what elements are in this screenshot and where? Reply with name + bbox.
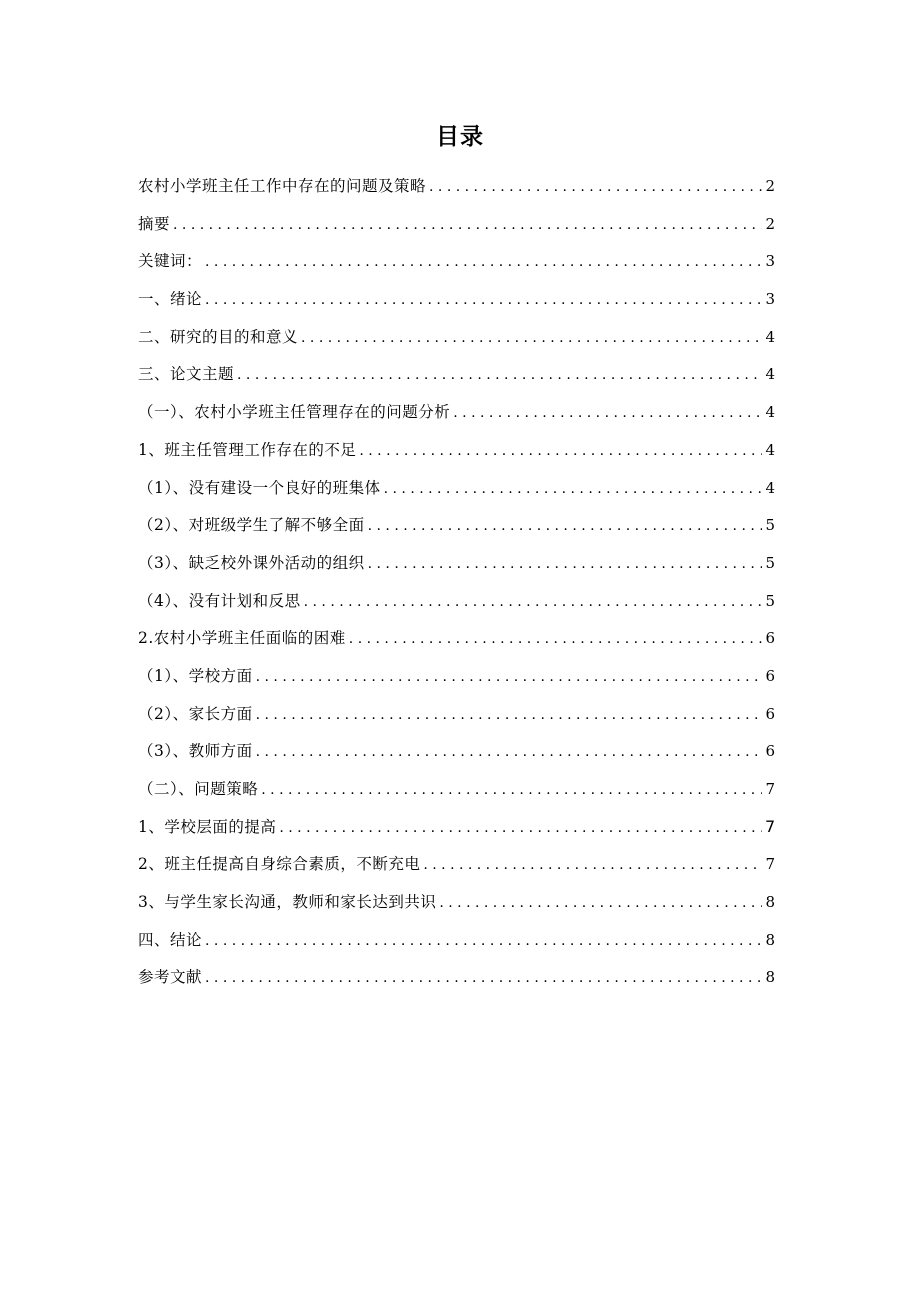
toc-page-number: 4	[765, 403, 775, 422]
toc-leader-dots	[439, 889, 762, 917]
toc-leader-dots	[261, 776, 762, 804]
toc-page-number: 5	[765, 516, 775, 535]
toc-page-number: 8	[765, 930, 775, 949]
toc-entry[interactable]	[138, 436, 775, 474]
toc-entry[interactable]	[138, 587, 775, 625]
toc-page-number: 3	[765, 252, 775, 271]
toc-entry[interactable]	[138, 775, 775, 813]
toc-entry[interactable]	[138, 737, 775, 775]
toc-entry[interactable]	[138, 511, 775, 549]
toc-leader-dots	[256, 738, 762, 766]
toc-leader-dots	[256, 663, 762, 691]
toc-entry-text: （1）、没有建设一个良好的班集体	[138, 478, 381, 497]
toc-entry-text: 一、绪论	[138, 290, 203, 309]
toc-entry[interactable]	[138, 662, 775, 700]
toc-page-number: 4	[765, 478, 775, 497]
toc-page-number: 4	[765, 365, 775, 384]
toc-page-number: 3	[765, 290, 775, 309]
toc-page-number: 7	[765, 780, 775, 798]
toc-page-number: 5	[765, 553, 775, 572]
toc-entry[interactable]	[138, 474, 775, 512]
toc-page-number: 6	[765, 666, 775, 685]
toc-page-number: 2	[765, 177, 775, 195]
toc-leader-dots	[205, 964, 762, 992]
toc-page-number: 8	[765, 893, 775, 912]
toc-page-number: 8	[765, 968, 775, 987]
toc-entry-text: 摘要	[138, 214, 171, 233]
toc-entry-text: （2）、对班级学生了解不够全面	[138, 516, 365, 535]
toc-page-number: 2	[765, 214, 775, 233]
toc-entry[interactable]	[138, 850, 775, 888]
toc-leader-dots	[453, 399, 762, 427]
toc-entry-text: 1、班主任管理工作存在的不足	[138, 440, 357, 459]
toc-entry-text: 四、结论	[138, 930, 203, 949]
toc-entry[interactable]	[138, 360, 775, 398]
toc-entry[interactable]	[138, 398, 775, 436]
toc-leader-dots	[237, 361, 762, 389]
toc-entry-text: （二）、问题策略	[138, 780, 259, 798]
toc-page-number: 6	[765, 704, 775, 723]
toc-leader-dots	[205, 286, 762, 314]
toc-leader-dots	[423, 851, 762, 879]
toc-entry[interactable]	[138, 926, 775, 964]
toc-entry[interactable]	[138, 172, 775, 210]
toc-leader-dots	[173, 211, 762, 239]
toc-leader-dots	[301, 324, 762, 352]
toc-entry[interactable]	[138, 247, 775, 285]
toc-leader-dots	[384, 475, 762, 503]
toc-title: 目录	[436, 124, 484, 150]
toc-entry-text: （1）、学校方面	[138, 666, 253, 685]
toc-entry[interactable]	[138, 888, 775, 926]
toc-entry-text: 3、与学生家长沟通，教师和家长达到共识	[138, 893, 437, 912]
toc-entry-text: 二、研究的目的和意义	[138, 327, 299, 346]
toc-entry-text: 2、班主任提高自身综合素质，不断充电	[138, 855, 421, 874]
toc-page-number: 4	[765, 440, 775, 459]
toc-page-number: 5	[765, 591, 775, 610]
toc-entry-text: 三、论文主题	[138, 365, 235, 384]
toc-entry-text: （3）、缺乏校外课外活动的组织	[138, 553, 365, 572]
toc-leader-dots	[368, 512, 762, 540]
toc-entry[interactable]	[138, 285, 775, 323]
toc-leader-dots	[368, 550, 762, 578]
toc-leader-dots	[429, 173, 762, 201]
toc-leader-dots	[256, 701, 762, 729]
toc-entry-text: 参考文献	[138, 968, 203, 987]
toc-leader-dots	[349, 625, 762, 653]
toc-page-number: 7	[765, 855, 775, 874]
toc-page-number: 4	[765, 327, 775, 346]
toc-entry-text: （2）、家长方面	[138, 704, 253, 723]
toc-entry-text: （一）、农村小学班主任管理存在的问题分析	[138, 403, 451, 422]
toc-list	[138, 172, 775, 1001]
toc-leader-dots	[205, 927, 762, 955]
toc-leader-dots	[205, 248, 762, 276]
toc-page-number: 7	[765, 816, 776, 836]
toc-entry-text: （3）、教师方面	[138, 742, 253, 761]
toc-entry-text: （4）、没有计划和反思	[138, 591, 301, 610]
toc-entry-text: 2.农村小学班主任面临的困难	[138, 629, 346, 648]
toc-page-number: 6	[765, 742, 775, 761]
toc-leader-dots	[359, 437, 762, 465]
toc-leader-dots	[279, 814, 762, 842]
toc-entry[interactable]	[138, 963, 775, 1001]
toc-leader-dots	[304, 588, 762, 616]
toc-entry[interactable]	[138, 549, 775, 587]
toc-entry-text: 农村小学班主任工作中存在的问题及策略	[138, 177, 427, 195]
toc-entry-text: 关键词：	[138, 252, 203, 271]
toc-entry-text: 1、学校层面的提高	[138, 817, 277, 836]
toc-entry[interactable]	[138, 700, 775, 738]
toc-entry[interactable]	[138, 323, 775, 361]
toc-entry[interactable]	[138, 210, 775, 248]
toc-entry[interactable]	[138, 813, 775, 851]
toc-page-number: 6	[765, 629, 775, 648]
toc-entry[interactable]	[138, 624, 775, 662]
